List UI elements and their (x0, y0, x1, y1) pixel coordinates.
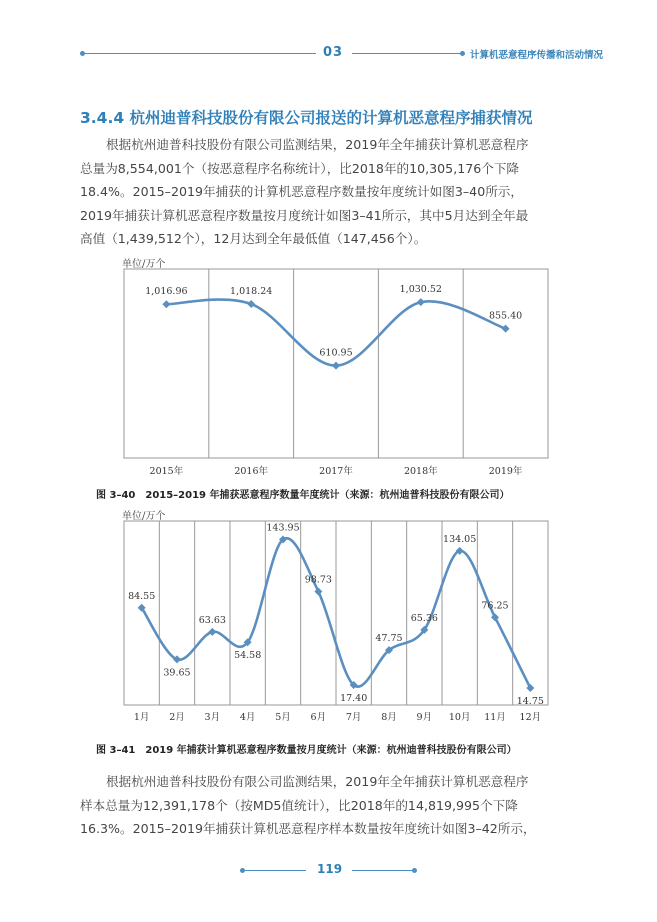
annual-chart (100, 255, 560, 480)
data-label: 65.36 (410, 612, 438, 624)
data-point (417, 298, 425, 306)
figure-caption-1: 图 3–40 2015–2019 年捕获恶意程序数量年度统计（来源：杭州迪普科技股份有限公司） (96, 490, 510, 501)
x-tick-label: 2018年 (403, 466, 438, 477)
paragraph-2 (80, 770, 600, 841)
footer-line-dot-right (412, 868, 417, 873)
paragraph-1 (80, 133, 600, 251)
data-label: 1,030.52 (399, 284, 442, 296)
paragraph-line: 高值（1,439,512个），12月达到全年最低值（147,456个）。 (80, 231, 427, 246)
x-tick-label: 11月 (484, 712, 506, 723)
x-tick-label: 10月 (448, 712, 471, 723)
paragraph-line: 根据杭州迪普科技股份有限公司监测结果，2019年全年捕获计算机恶意程序 (106, 774, 529, 789)
figure-caption-2: 图 3–41 2019 年捕获计算机恶意程序数量按月度统计（来源：杭州迪普科技股份有限公司） (96, 745, 517, 756)
header-line-dot-right (460, 51, 465, 56)
x-tick-label: 2016年 (234, 466, 269, 477)
chapter-title: 计算机恶意程序传播和活动情况 (470, 50, 604, 61)
x-tick-label: 9月 (416, 712, 433, 723)
x-tick-label: 2月 (169, 712, 185, 723)
header-line-left (84, 53, 316, 54)
chart-unit-label: 单位/万个 (122, 259, 166, 270)
x-tick-label: 2019年 (488, 466, 523, 477)
monthly-chart (100, 505, 560, 735)
data-label: 14.75 (516, 696, 544, 708)
data-label: 143.95 (266, 522, 300, 534)
data-point (208, 628, 216, 636)
data-label: 47.75 (375, 633, 403, 645)
footer-line-right (352, 870, 414, 871)
x-tick-label: 6月 (310, 712, 327, 723)
data-label: 1,016.96 (145, 286, 188, 298)
data-label: 610.95 (319, 347, 353, 359)
data-label: 84.55 (128, 590, 156, 602)
x-tick-label: 2017年 (319, 466, 353, 477)
paragraph-line: 根据杭州迪普科技股份有限公司监测结果，2019年全年捕获计算机恶意程序 (106, 137, 529, 152)
x-tick-label: 5月 (275, 712, 291, 723)
data-label: 855.40 (488, 310, 523, 322)
data-label: 76.25 (481, 600, 509, 612)
data-label: 54.58 (234, 650, 262, 662)
x-tick-label: 1月 (133, 712, 150, 723)
data-label: 63.63 (198, 614, 226, 626)
x-tick-label: 8月 (381, 712, 397, 723)
data-label: 1,018.24 (230, 286, 273, 298)
x-tick-label: 4月 (239, 712, 256, 723)
data-point (162, 300, 170, 308)
chapter-number: 03 (323, 45, 344, 60)
paragraph-line: 样本总量为12,391,178个（按MD5值统计），比2018年的14,819,995个下降 (80, 797, 518, 813)
section-title: 3.4.4 杭州迪普科技股份有限公司报送的计算机恶意程序捕获情况 (80, 109, 533, 127)
data-point (332, 362, 340, 370)
x-tick-label: 12月 (519, 712, 542, 723)
data-label: 17.40 (340, 692, 368, 704)
paragraph-line: 总量为8,554,001个（按恶意程序名称统计），比2018年的10,305,176个下降 (80, 160, 520, 176)
data-point (502, 325, 510, 333)
data-label: 39.65 (163, 667, 191, 679)
paragraph-line: 2019年捕获计算机恶意程序数量按月度统计如图3–41所示，其中5月达到全年最 (80, 207, 529, 223)
data-label: 98.73 (304, 574, 332, 586)
paragraph-line: 18.4%。2015–2019年捕获的计算机恶意程序数量按年度统计如图3–40所示， (80, 184, 523, 199)
data-point (314, 587, 322, 595)
chart-unit-label: 单位/万个 (122, 511, 166, 522)
data-point (247, 300, 255, 308)
header-line-right (352, 53, 462, 54)
paragraph-line: 16.3%。2015–2019年捕获计算机恶意程序样本数量按年度统计如图3–42所示， (80, 821, 536, 836)
data-label: 134.05 (443, 533, 477, 545)
x-tick-label: 3月 (204, 712, 221, 723)
x-tick-label: 2015年 (149, 466, 184, 477)
page-number: 119 (317, 862, 343, 876)
footer-line-left (244, 870, 306, 871)
x-tick-label: 7月 (345, 712, 362, 723)
